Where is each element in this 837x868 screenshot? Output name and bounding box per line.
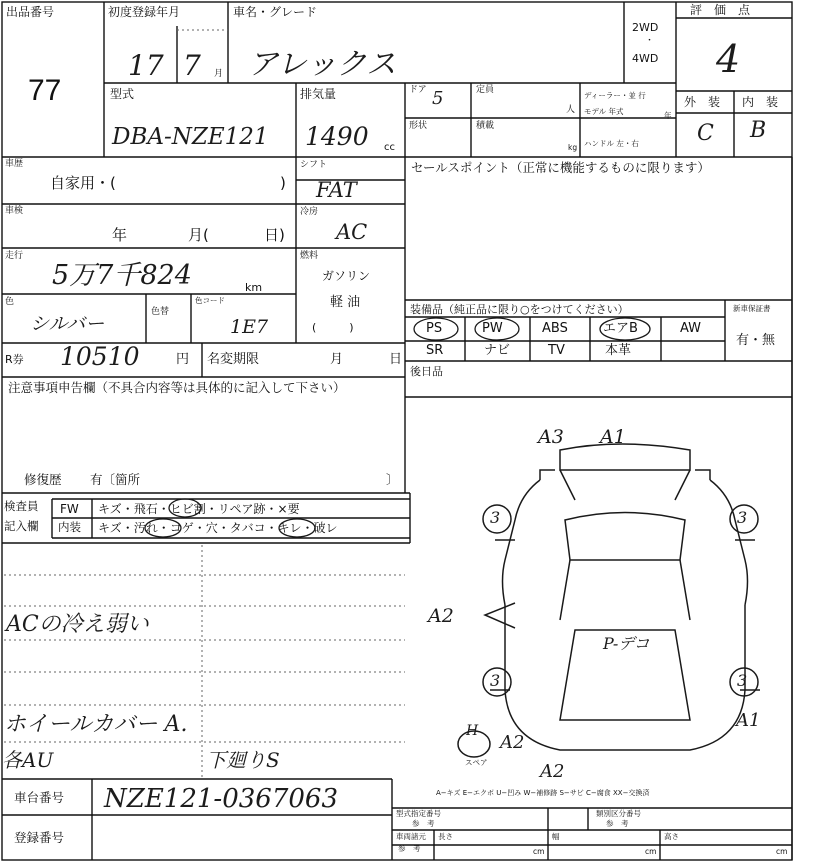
name-change-month: 月: [330, 352, 344, 367]
mileage-unit: km: [245, 281, 263, 294]
measurements-label: 車両諸元: [396, 832, 426, 841]
shape-label: 形状: [409, 121, 428, 131]
note-underbody: 下廻りS: [206, 748, 280, 772]
mark-left-side: A2: [428, 605, 454, 627]
equip-tv: TV: [548, 343, 565, 358]
lot-label: 出品番号: [6, 5, 55, 19]
note-wheel-cover: ホイールカバー A.: [4, 712, 188, 737]
type-designation-ref: 参 考: [412, 819, 435, 828]
width-unit: cm: [645, 847, 657, 856]
warranty-value: 有・無: [736, 333, 776, 348]
shift-label: シフト: [300, 160, 328, 170]
interior-grade: B: [750, 118, 767, 143]
capacity-label: 定員: [476, 85, 495, 95]
notes-label: 注意事項申告欄（不具合内容等は具体的に記入して下さい）: [8, 380, 346, 395]
name-change-day: 日: [389, 352, 403, 367]
name-change-label: 名変期限: [207, 352, 260, 367]
length-label: 長さ: [438, 832, 453, 841]
note-various: 各AU: [2, 748, 54, 772]
mark-ring-front-left: 3: [490, 508, 501, 527]
equip-aw: AW: [680, 321, 702, 336]
class-number-label: 類別区分番号: [596, 809, 641, 818]
type-designation-label: 型式指定番号: [396, 809, 441, 818]
history-value: 自家用・(: [50, 174, 116, 192]
equip-leather: 本革: [605, 343, 632, 358]
recycle-label: R券: [5, 353, 24, 366]
fuel-diesel: 軽 油: [330, 295, 361, 310]
drive-dot: ・: [645, 36, 655, 46]
first-reg-label: 初度登録年月: [108, 5, 181, 19]
model-year-unit: 年: [664, 111, 672, 120]
aftermarket-label: 後日品: [410, 365, 443, 378]
load-label: 積載: [476, 121, 495, 131]
doors-value: 5: [432, 88, 444, 109]
first-reg-month: 7: [183, 49, 201, 82]
repair-value: 有〔箇所: [90, 472, 141, 487]
mileage-label: 走行: [5, 251, 24, 261]
shift-value: FAT: [316, 178, 357, 202]
width-label: 幅: [552, 832, 560, 841]
equip-abs: ABS: [542, 321, 568, 336]
mark-bottom-rear: A2: [540, 761, 565, 782]
fuel-other: ( ): [312, 321, 354, 334]
first-reg-year: 17: [128, 49, 164, 82]
car-name: アレックス: [248, 47, 397, 82]
mileage-value: 5万7千824: [52, 260, 192, 291]
note-ac: ACの冷え弱い: [6, 612, 149, 637]
color-code: 1E7: [230, 316, 269, 338]
interior-check-label: 内装: [58, 520, 81, 534]
history-close: ): [280, 174, 286, 192]
equipment-label: 装備品（純正品に限り○をつけてください）: [410, 303, 629, 316]
displacement-label: 排気量: [300, 87, 337, 101]
dealer-label: ディーラー・並 行: [584, 91, 646, 100]
interior-items: キズ・汚れ・コゲ・穴・タバコ・キレ・破レ: [98, 521, 338, 535]
fuel-label: 燃料: [300, 251, 319, 261]
exterior-grade: C: [697, 121, 714, 146]
fuel-gasoline: ガソリン: [322, 269, 371, 283]
mark-top-right: A1: [600, 426, 626, 448]
displacement-unit: cc: [384, 142, 395, 153]
mark-spare: H: [466, 723, 479, 739]
exterior-label: 外 装: [684, 95, 721, 109]
recycle-unit: 円: [176, 352, 190, 367]
damage-legend: A−キズ E−エクボ U−凹み W−補修跡 S−サビ C−腐食 XX−交換済: [436, 789, 650, 797]
drive-4wd: 4WD: [632, 52, 659, 65]
registration-label: 登録番号: [14, 830, 65, 845]
repair-close: 〕: [386, 472, 399, 487]
length-unit: cm: [533, 847, 545, 856]
inspection-label: 車検: [5, 206, 24, 216]
equip-sr: SR: [426, 343, 444, 358]
lot-number: 77: [28, 74, 62, 107]
doors-label: ドア: [409, 85, 427, 95]
displacement-value: 1490: [305, 122, 369, 151]
month-unit: 月: [214, 69, 224, 79]
equip-ps: PS: [426, 321, 443, 336]
history-label: 車歴: [5, 159, 24, 169]
mark-right-rear: A1: [736, 710, 761, 731]
sales-point-label: セールスポイント（正常に機能するものに限ります）: [411, 160, 710, 175]
load-unit: kg: [568, 143, 578, 152]
score-value: 4: [716, 37, 741, 81]
aircon-label: 冷房: [300, 207, 319, 217]
inspection-day-unit: 日): [264, 226, 285, 244]
warranty-label: 新車保証書: [733, 304, 771, 313]
mark-bottom: A2: [500, 732, 525, 753]
model-year-label: モデル 年式: [584, 107, 624, 116]
capacity-unit: 人: [566, 105, 576, 115]
score-label: 評 価 点: [690, 3, 751, 17]
equip-airbag: エアB: [603, 321, 638, 336]
aircon-value: AC: [336, 220, 368, 244]
height-label: 高さ: [664, 832, 679, 841]
car-name-label: 車名・グレード: [233, 5, 318, 19]
repair-label: 修復歴: [24, 472, 62, 487]
chassis-value: NZE121-0367063: [104, 784, 338, 814]
mark-ring-front-right: 3: [737, 508, 748, 527]
height-unit: cm: [776, 847, 788, 856]
color-label: 色: [5, 297, 15, 307]
mark-top-left: A3: [538, 426, 564, 448]
drive-2wd: 2WD: [632, 21, 659, 34]
inspection-year-unit: 年: [112, 226, 128, 244]
color-value: シルバー: [30, 313, 105, 335]
model-code: DBA-NZE121: [112, 124, 269, 150]
fw-items: キズ・飛石・ヒビ割・リペア跡・×要: [98, 502, 300, 516]
inspection-month-unit: 月(: [188, 226, 209, 244]
recycle-value: 10510: [60, 342, 140, 371]
fw-label: FW: [60, 502, 79, 516]
inspector-label-2: 記入欄: [4, 519, 39, 533]
spare-caption: スペア: [465, 758, 488, 767]
class-number-ref: 参 考: [606, 819, 629, 828]
color-code-label: 色コード: [195, 296, 225, 305]
mark-ring-rear-left: 3: [490, 671, 501, 690]
handle-label: ハンドル 左・右: [584, 139, 639, 148]
equip-navi: ナビ: [484, 343, 511, 358]
color-change-label: 色替: [151, 307, 170, 317]
inspector-label-1: 検査員: [4, 499, 39, 513]
chassis-label: 車台番号: [14, 790, 65, 805]
interior-label: 内 装: [742, 95, 779, 109]
mark-ring-rear-right: 3: [737, 671, 748, 690]
equip-pw: PW: [482, 321, 503, 336]
mark-center: P-デコ: [603, 634, 650, 653]
measurements-ref: 参 考: [398, 844, 421, 853]
model-label: 型式: [110, 87, 135, 101]
